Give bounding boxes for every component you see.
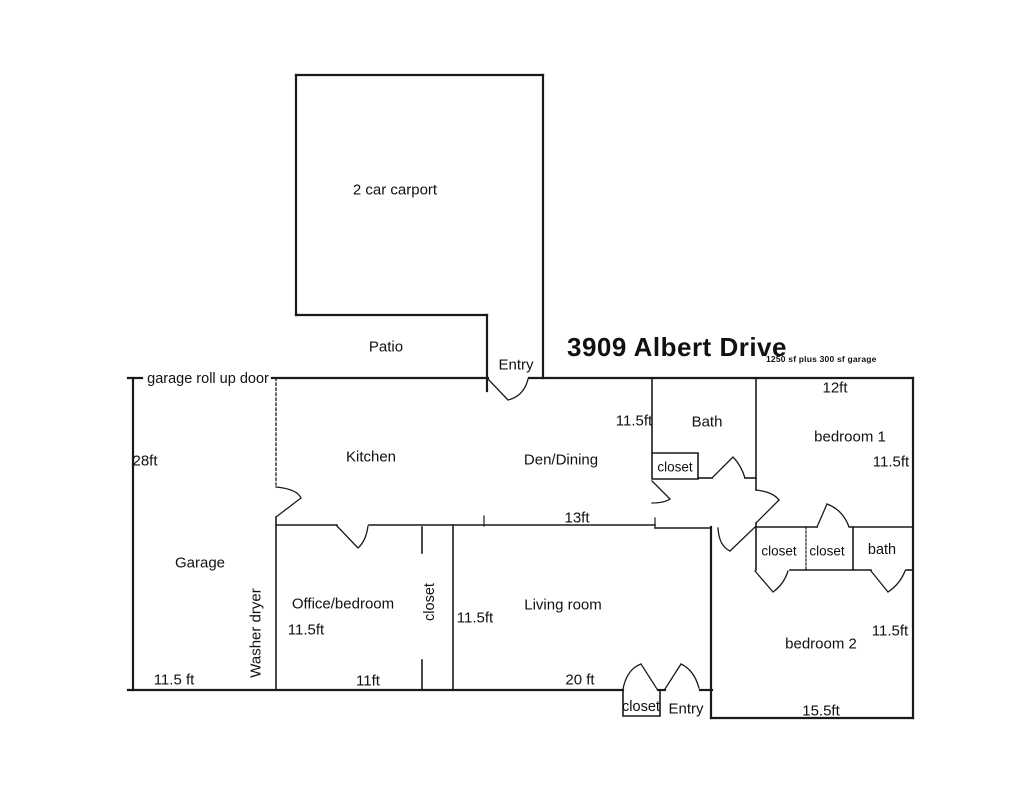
bath-label: Bath	[691, 413, 723, 431]
den-width-dim: 13ft	[564, 509, 590, 527]
bedroom1-width-dim: 12ft	[822, 379, 848, 397]
garage-width-dim: 11.5 ft	[153, 671, 195, 689]
kitchen-label: Kitchen	[345, 448, 397, 466]
bedroom2-door	[718, 527, 755, 551]
garage-label: Garage	[174, 554, 226, 572]
patio-label: Patio	[368, 338, 404, 356]
entry-bottom-label: Entry	[668, 700, 704, 718]
bedroom2-depth-dim: 11.5ft	[871, 622, 909, 640]
garage-roll-up-door-label: garage roll up door	[147, 370, 269, 387]
bedroom1-closet-door	[817, 504, 849, 527]
bedroom1-door	[756, 490, 779, 523]
den-label: Den/Dining	[523, 451, 599, 469]
washer-dryer-label: Washer dryer	[247, 588, 265, 678]
bedroom1-label: bedroom 1	[814, 428, 886, 446]
entry-closet-label: closet	[622, 698, 660, 715]
kitchen-office-door	[337, 526, 368, 548]
garage-depth-dim: 28ft	[132, 452, 158, 470]
office-label: Office/bedroom	[291, 595, 395, 613]
office-depth-dim: 11.5ft	[287, 621, 325, 639]
bedroom2-width-dim: 15.5ft	[802, 702, 840, 720]
page-subtitle: 1250 sf plus 300 sf garage	[766, 354, 877, 364]
bedroom2-label: bedroom 2	[785, 635, 857, 653]
carport-outline	[296, 75, 543, 391]
bath-closet-label: closet	[657, 459, 693, 475]
page-title: 3909 Albert Drive	[567, 332, 787, 362]
den-hall-door	[652, 481, 670, 503]
office-closet-label: closet	[421, 583, 438, 621]
bedroom2-bath-door	[871, 571, 905, 592]
bedroom2-closet-label: closet	[761, 543, 797, 559]
entry-top-label: Entry	[498, 356, 534, 374]
entry-top-door	[488, 379, 528, 400]
bedroom1-depth-dim: 11.5ft	[872, 453, 910, 471]
carport-label: 2 car carport	[352, 181, 438, 199]
garage-kitchen-door	[276, 487, 301, 517]
bedroom1-closet-label: closet	[809, 543, 845, 559]
entry-bottom-door-left	[623, 664, 657, 689]
entry-bottom-door-right	[665, 664, 699, 689]
bath-width-dim: 11.5ft	[615, 412, 653, 430]
living-label: Living room	[524, 596, 602, 614]
office-width-dim: 11ft	[356, 672, 380, 690]
closet-boxes	[623, 453, 698, 716]
bedroom2-closet-door	[755, 571, 788, 592]
living-depth-dim: 11.5ft	[456, 609, 494, 627]
hall-bath-door	[712, 457, 745, 478]
bedroom2-bath-label: bath	[867, 541, 897, 558]
living-width-dim: 20 ft	[565, 671, 595, 689]
